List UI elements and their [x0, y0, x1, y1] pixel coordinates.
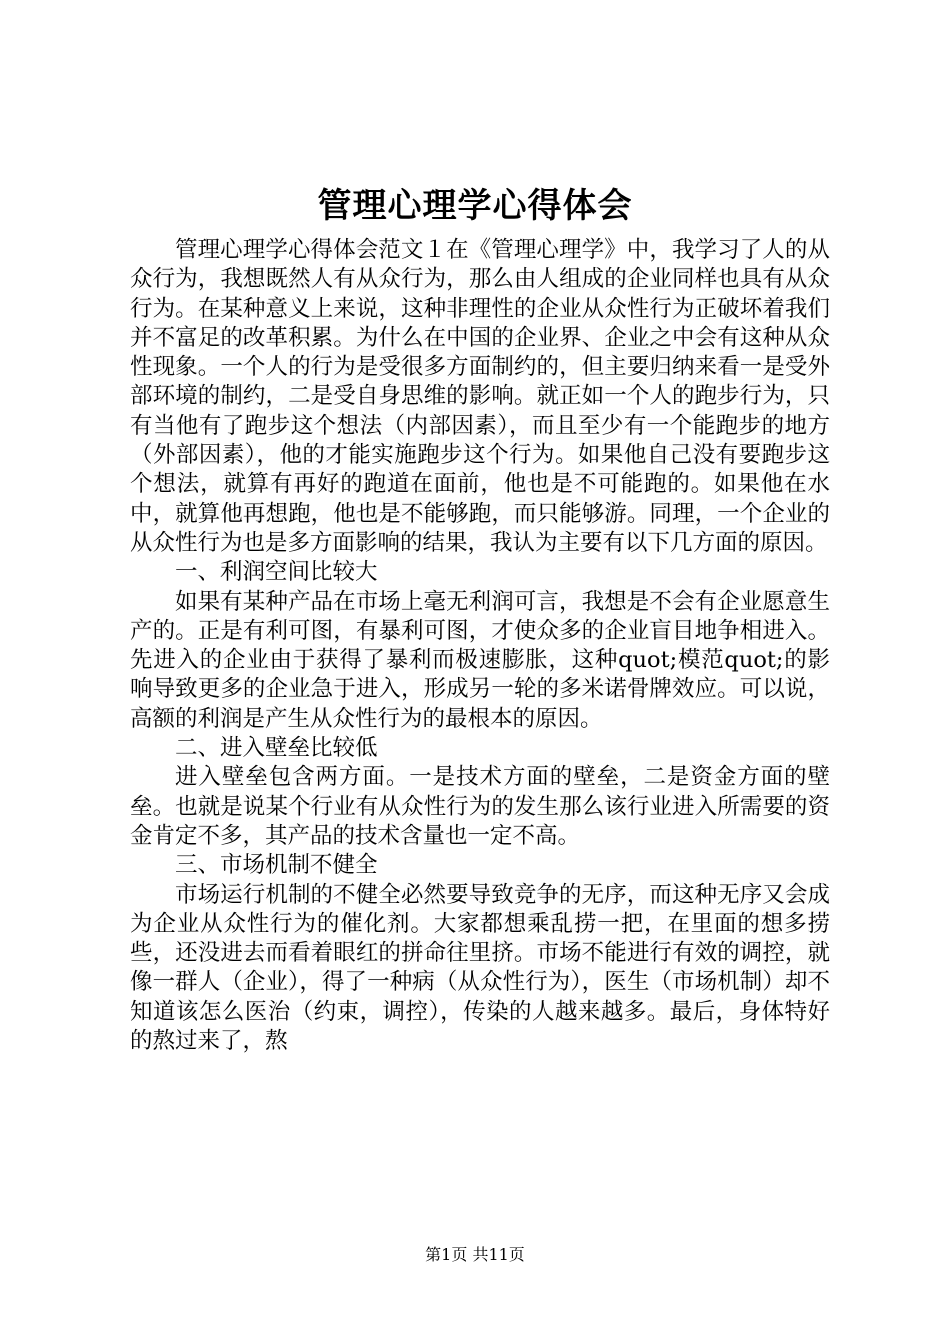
section-heading-3: 三、市场机制不健全 — [175, 852, 378, 879]
paragraph-intro: 管理心理学心得体会范文１在《管理心理学》中，我学习了人的从众行为，我想既然人有从众行为，那么由人组成的企业同样也具有从众行为。在某种意义上来说，这种非理性的企业从众性行为正破坏着我们并不富足的改革积累。为什么在中国的企业界、企业之中会有这种从众性现象。一个人的行为是受很多方面制约的，但主要归纳来看一是受外部环境的制约，二是受自身思维的影响。就正如一个人的跑步行为，只有当他有了跑步这个想法（内部因素），而且至少有一个能跑步的地方（外部因素），他的才能实施跑步这个行为。如果他自己没有要跑步这个想法，就算有再好的跑道在面前，他也是不可能跑的。如果他在水中，就算他再想跑，他也是不能够跑，而只能够游。同理，一个企业的从众性行为也是多方面影响的结果，我认为主要有以下几方面的原因。 — [130, 237, 830, 556]
paragraph-2: 进入壁垒包含两方面。一是技术方面的壁垒，二是资金方面的壁垒。也就是说某个行业有从众性行为的发生那么该行业进入所需要的资金肯定不多，其产品的技术含量也一定不高。 — [130, 764, 830, 849]
page-footer: 第1页 共11页 — [425, 1245, 525, 1264]
section-heading-1: 一、利润空间比较大 — [175, 559, 378, 586]
paragraph-1: 如果有某种产品在市场上毫无利润可言，我想是不会有企业愿意生产的。正是有利可图，有暴利可图，才使众多的企业盲目地争相进入。先进入的企业由于获得了暴利而极速膨胀，这种quot;模范quot;的影响导致更多的企业急于进入，形成另一轮的多米诺骨牌效应。可以说，高额的利润是产生从众性行为的最根本的原因。 — [130, 588, 830, 732]
section-heading-2: 二、进入壁垒比较低 — [175, 735, 378, 762]
document-body — [130, 236, 830, 1056]
paragraph-3: 市场运行机制的不健全必然要导致竞争的无序，而这种无序又会成为企业从众性行为的催化剂。大家都想乘乱捞一把，在里面的想多捞些，还没进去而看着眼红的拼命往里挤。市场不能进行有效的调控，就像一群人（企业），得了一种病（从众性行为），医生（市场机制）却不知道该怎么医治（约束，调控），传染的人越来越多。最后，身体特好的熬过来了，熬 — [130, 881, 830, 1055]
document-title: 管理心理学心得体会 — [317, 186, 633, 226]
